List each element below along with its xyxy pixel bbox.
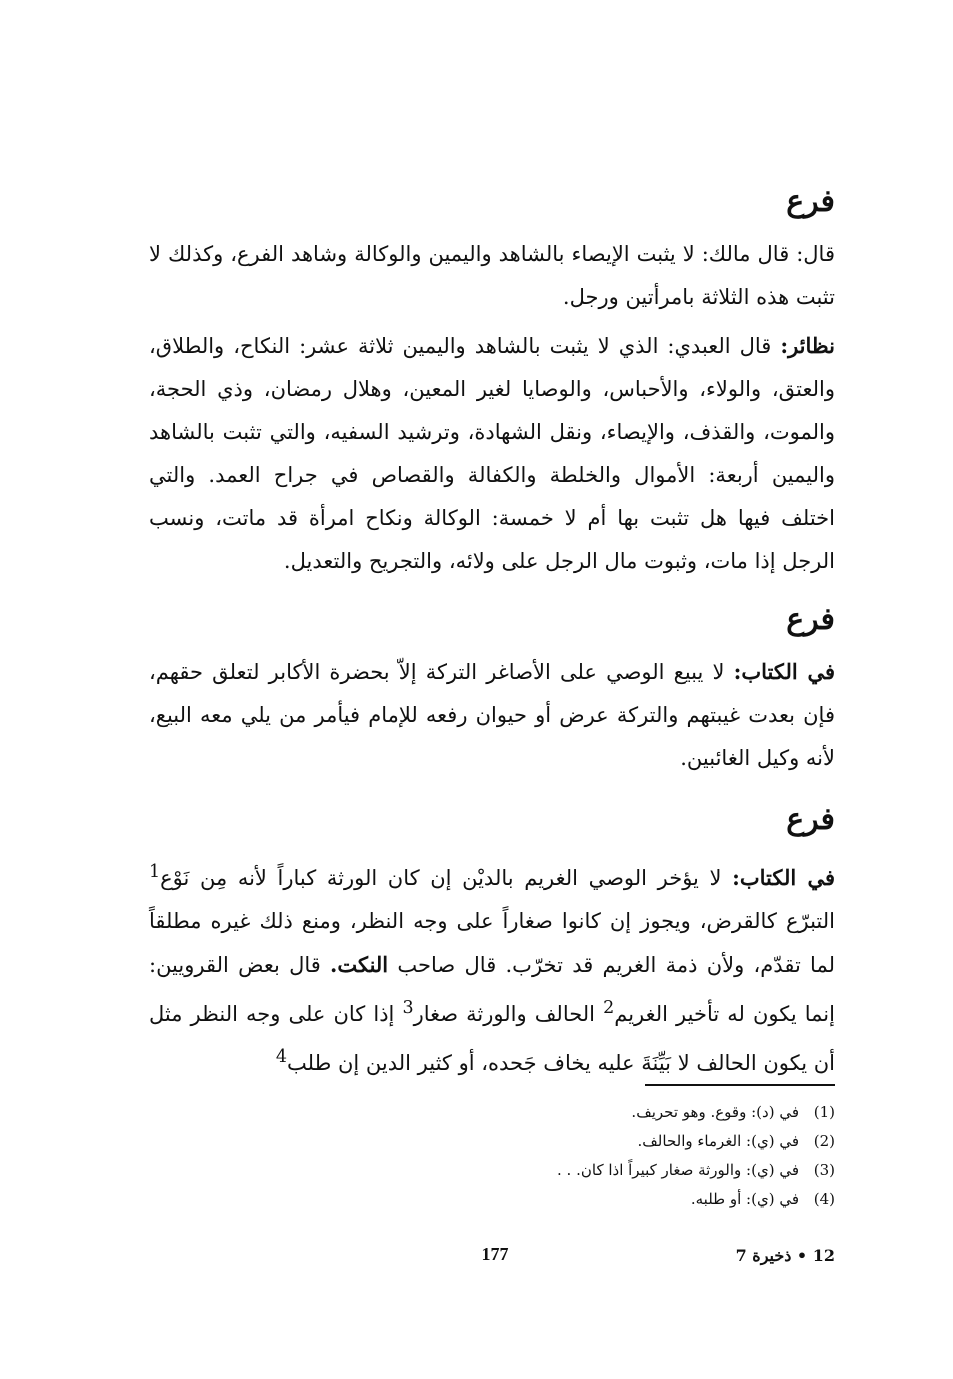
footnote-text: في (ي): الغرماء والحالف.: [637, 1132, 799, 1150]
footnote-number: (1): [813, 1103, 835, 1121]
paragraph-4-text-c: قال بعض القرويين: إنما يكون له تأخير الغريم: [149, 953, 835, 1026]
footnote-list: [335, 1098, 835, 1214]
signature-mark: 12 • ذخيرة 7: [735, 1246, 835, 1265]
footnote-text: في (د): وقوع. وهو تحريف.: [631, 1103, 799, 1121]
paragraph-1-text: قال: قال مالك: لا يثبت الإيصاء بالشاهد واليمين والوكالة وشاهد الفرع، وكذلك لا تثبت هذه الثلاثة بامرأتين ورجل.: [149, 242, 835, 309]
footnote-item: [335, 1098, 835, 1127]
footnote-number: (2): [813, 1132, 835, 1150]
paragraph-1: [149, 233, 835, 319]
footnote-ref-2: 2: [603, 998, 615, 1018]
paragraph-3-lead: في الكتاب:: [733, 659, 835, 684]
footnote-text: في (ي): أو طلبه.: [690, 1190, 799, 1208]
paragraph-4-text-d: الحالف والورثة صغار: [413, 1002, 604, 1026]
footnote-ref-1: 1: [149, 862, 161, 882]
paragraph-4-text-e: إذا كان على وجه النظر مثل أن يكون الحالف لا بَيِّنَةَ عليه يخاف جَحده، أو كثير الدين إن طلب: [149, 1002, 835, 1075]
footnote-number: (4): [813, 1190, 835, 1208]
footnote-item: [335, 1127, 835, 1156]
paragraph-4-text-a: لا يؤخر الوصي الغريم بالديْن إن كان الورثة كباراً لأنه مِن نَوْع: [160, 866, 733, 890]
footnote-ref-3: 3: [402, 998, 414, 1018]
paragraph-4-lead: في الكتاب:: [732, 865, 835, 890]
paragraph-2-text: قال العبدي: الذي لا يثبت بالشاهد واليمين ثلاثة عشر: النكاح، والطلاق، والعتق، والولاء، والأحباس، والوصايا لغير المعين، وهلال رمضان، وذي الحجة، والموت، والقذف، والإيصاء، ونقل الشهادة، وترشيد السفيه، والتي تثبت بالشاهد واليمين أربعة: الأموال والخلطة والكفالة والقصاص في جراح العمد. والتي اختلف فيها هل تثبت بها أم لا خمسة: الوكالة ونكاح امرأة قد ماتت، ونسب الرجل إذا مات، وثبوت مال الرجل على ولائه، والتجريح والتعديل.: [149, 334, 835, 573]
footnote-number: (3): [813, 1161, 835, 1179]
paragraph-4-book-title: النكت.: [330, 952, 389, 977]
paragraph-4: [149, 851, 835, 1085]
footnote-ref-4: 4: [275, 1047, 287, 1067]
footnote-item: [335, 1156, 835, 1185]
page-number: 177: [481, 1244, 509, 1264]
paragraph-3-text: لا يبيع الوصي على الأصاغر التركة إلاّ بحضرة الأكابر لتعلق حقهم، فإن بعدت غيبتهم والتركة عرض أو حيوان رفعه للإمام فيأمر من يلي معه البيع، لأنه وكيل الغائبين.: [149, 660, 835, 770]
footnote-item: [335, 1185, 835, 1214]
footnote-divider: [645, 1084, 835, 1086]
section-heading-2: فرع: [786, 602, 835, 637]
paragraph-2-lead: نظائر:: [780, 333, 835, 358]
section-heading-1: فرع: [786, 184, 835, 219]
paragraph-2: [149, 324, 835, 583]
section-heading-3: فرع: [786, 802, 835, 837]
paragraph-4-text-b: التبرّع كالقرض، ويجوز إن كانوا صغاراً على وجه النظر، ومنع ذلك غيره مطلقاً لما تقدّم، ولأن ذمة الغريم قد تخرّب. قال صاحب: [149, 909, 835, 977]
paragraph-3: [149, 650, 835, 780]
footnote-text: في (ي): والورثة صغار كبيراً اذا كان. . .: [557, 1161, 799, 1179]
